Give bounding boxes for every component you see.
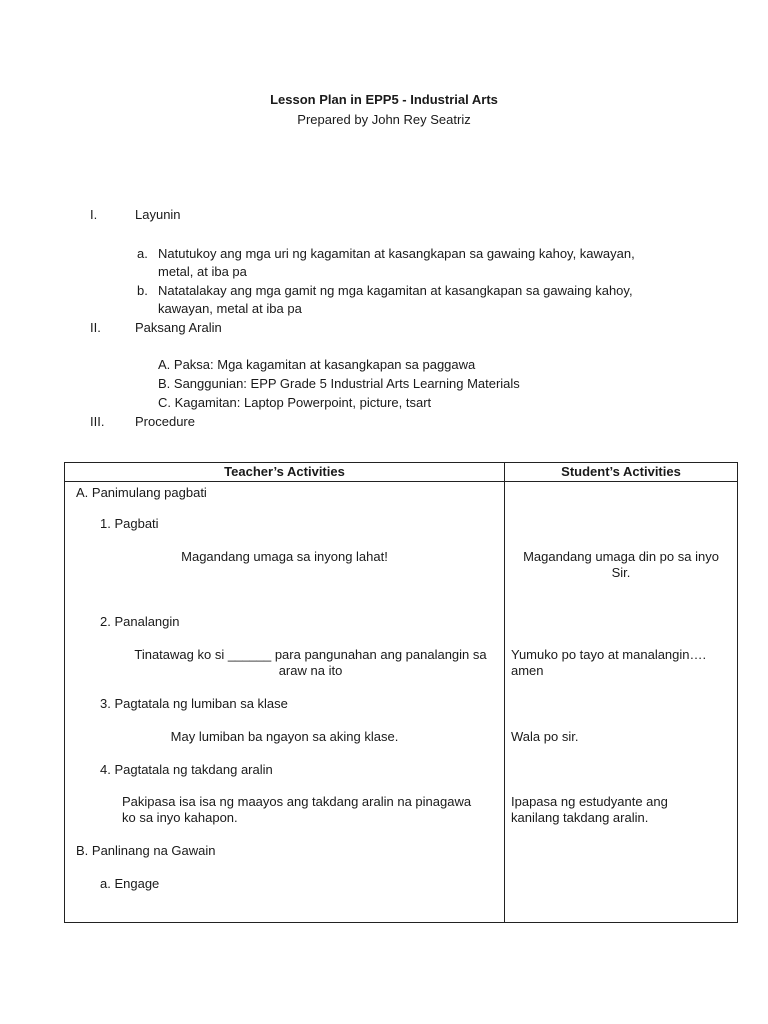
student-greeting (505, 549, 737, 581)
topic-item-a: A. Paksa: Mga kagamitan at kasangkapan sa paggawa (158, 357, 476, 372)
student-prayer (511, 647, 706, 679)
student-activities-cell (505, 482, 738, 923)
section-3-label: Procedure (135, 414, 195, 429)
document-title: Lesson Plan in EPP5 - Industrial Arts (270, 92, 498, 107)
homework-text-line-1: Pakipasa isa isa ng maayos ang takdang aralin na pinagawa (122, 794, 472, 809)
objective-a-text: Natutukoy ang mga uri ng kagamitan at kasangkapan sa gawaing kahoy, kawayan, (158, 246, 635, 261)
student-prayer-line-2: amen (511, 663, 544, 678)
step-2-teacher-text (123, 647, 498, 679)
homework-text-line-2: ko sa inyo kahapon. (122, 810, 238, 825)
step-1-teacher-line (65, 549, 504, 565)
student-greeting-line-2: Sir. (611, 565, 631, 580)
table-header-row (65, 463, 738, 482)
step-2-heading: 2. Panalangin (100, 614, 180, 629)
greeting-text: Magandang umaga sa inyong lahat! (181, 549, 388, 564)
section-1-label: Layunin (135, 207, 181, 222)
student-homework-line-1: Ipapasa ng estudyante ang (511, 794, 668, 809)
topic-item-c: C. Kagamitan: Laptop Powerpoint, picture, tsart (158, 395, 432, 410)
objective-b-text: Natatalakay ang mga gamit ng mga kagamitan at kasangkapan sa gawaing kahoy, (158, 283, 633, 298)
attendance-text: May lumiban ba ngayon sa aking klase. (170, 729, 399, 744)
student-prayer-line-1: Yumuko po tayo at manalangin…. (511, 647, 707, 662)
step-4-teacher-text (122, 794, 471, 826)
student-attendance-reply: Wala po sir. (511, 729, 579, 744)
table-row (65, 482, 738, 923)
section-2-label: Paksang Aralin (135, 320, 222, 335)
objective-b-marker: b. (137, 283, 148, 298)
activities-table (64, 462, 738, 923)
step-3-teacher-text (65, 729, 504, 745)
step-4-heading: 4. Pagtatala ng takdang aralin (100, 762, 273, 777)
student-homework-line-2: kanilang takdang aralin. (511, 810, 649, 825)
objective-b-continuation: kawayan, metal at iba pa (158, 301, 302, 316)
step-3-heading: 3. Pagtatala ng lumiban sa klase (100, 696, 288, 711)
student-activities-header: Student’s Activities (505, 463, 738, 482)
objective-a-marker: a. (137, 246, 148, 261)
teacher-activities-cell (65, 482, 505, 923)
section-2-number: II. (90, 320, 101, 335)
engage-heading: a. Engage (100, 876, 160, 891)
section-1-number: I. (90, 207, 98, 222)
section-3-number: III. (90, 414, 105, 429)
document-author: Prepared by John Rey Seatriz (297, 112, 471, 127)
topic-item-b: B. Sanggunian: EPP Grade 5 Industrial Arts Learning Materials (158, 376, 520, 391)
student-homework (511, 794, 668, 826)
step-1-heading: 1. Pagbati (100, 516, 159, 531)
student-greeting-line-1: Magandang umaga din po sa inyo (523, 549, 719, 564)
objective-a-continuation: metal, at iba pa (158, 264, 247, 279)
teacher-activities-header: Teacher’s Activities (65, 463, 505, 482)
prayer-text-line-2: araw na ito (278, 663, 343, 678)
prayer-text-line-1: Tinatawag ko si ______ para pangunahan ang panalangin sa (134, 647, 487, 662)
section-a-heading: A. Panimulang pagbati (76, 485, 207, 500)
section-b-heading: B. Panlinang na Gawain (76, 843, 216, 858)
